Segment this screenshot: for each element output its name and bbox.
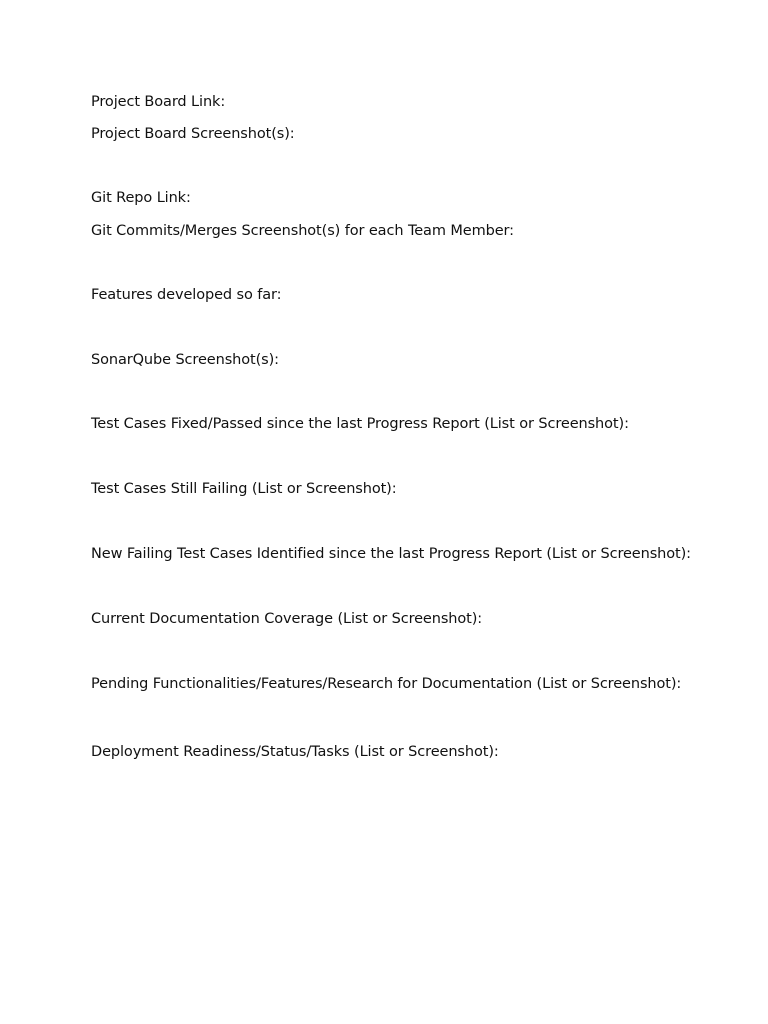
project-board-link-label: Project Board Link: bbox=[91, 94, 226, 110]
deployment-readiness-label: Deployment Readiness/Status/Tasks (List or Screenshot): bbox=[91, 744, 499, 760]
sonarqube-screenshots-label: SonarQube Screenshot(s): bbox=[91, 352, 279, 368]
git-repo-link-label: Git Repo Link: bbox=[91, 190, 191, 206]
features-developed-label: Features developed so far: bbox=[91, 287, 282, 303]
git-commits-screenshots-label: Git Commits/Merges Screenshot(s) for each Team Member: bbox=[91, 223, 514, 239]
project-board-screenshots-label: Project Board Screenshot(s): bbox=[91, 126, 295, 142]
pending-documentation-label: Pending Functionalities/Features/Research for Documentation (List or Screenshot): bbox=[91, 676, 682, 692]
new-failing-test-cases-label: New Failing Test Cases Identified since the last Progress Report (List or Screenshot): bbox=[91, 546, 691, 562]
documentation-coverage-label: Current Documentation Coverage (List or Screenshot): bbox=[91, 611, 483, 627]
test-cases-failing-label: Test Cases Still Failing (List or Screenshot): bbox=[91, 481, 397, 497]
test-cases-fixed-label: Test Cases Fixed/Passed since the last Progress Report (List or Screenshot): bbox=[91, 416, 629, 432]
